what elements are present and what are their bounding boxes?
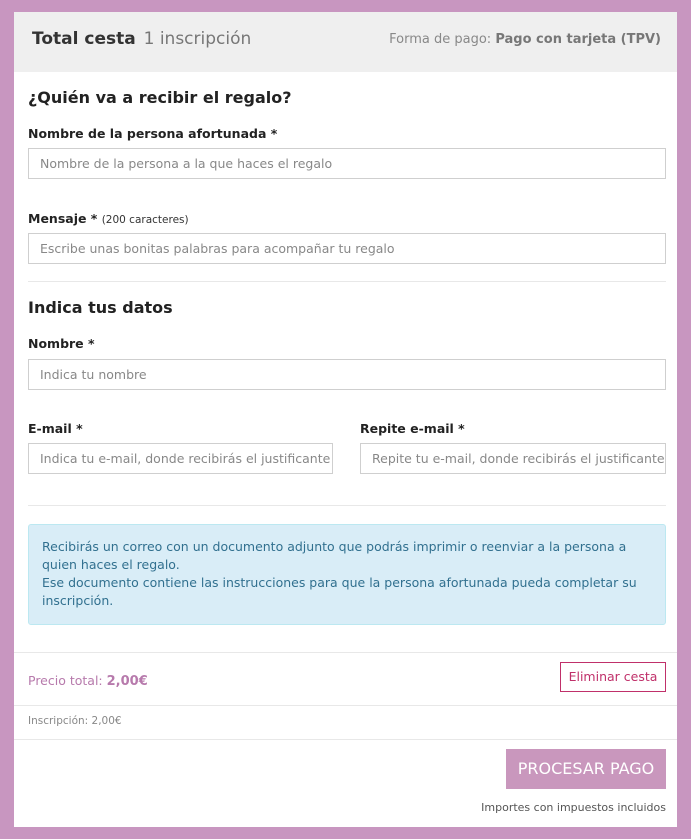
message-label	[28, 211, 189, 226]
total-price-label: Precio total:	[28, 673, 103, 688]
payment-method-label: Forma de pago:	[389, 32, 492, 47]
process-payment-button[interactable]: PROCESAR PAGO	[506, 749, 666, 789]
message-label-text: Mensaje *	[28, 211, 98, 226]
recipient-label: Nombre de la persona afortunada *	[28, 126, 278, 141]
email-input[interactable]: Indica tu e-mail, donde recibirás el justificante	[28, 443, 333, 474]
payment-method-value: Pago con tarjeta (TPV)	[495, 32, 661, 47]
total-price	[28, 673, 148, 689]
gift-info-line: Ese documento contiene las instrucciones para que la persona afortunada pueda completar su inscripción.	[42, 575, 637, 608]
divider	[14, 739, 677, 740]
basket-item-count: 1 inscripción	[143, 29, 252, 49]
basket-title-label: Total cesta	[32, 29, 136, 49]
email-repeat-label: Repite e-mail *	[360, 421, 465, 436]
message-input[interactable]: Escribe unas bonitas palabras para acompañar tu regalo	[28, 233, 666, 264]
name-label: Nombre *	[28, 336, 95, 351]
email-repeat-input[interactable]: Repite tu e-mail, donde recibirás el justificante	[360, 443, 666, 474]
gift-info-line: Recibirás un correo con un documento adjunto que podrás imprimir o reenviar a la persona a quien haces el regalo.	[42, 539, 627, 572]
basket-header	[14, 12, 677, 72]
basket-panel	[14, 12, 677, 827]
taxes-note: Importes con impuestos incluidos	[481, 801, 666, 814]
remove-basket-button[interactable]: Eliminar cesta	[560, 662, 666, 692]
message-hint: (200 caracteres)	[101, 214, 189, 226]
recipient-name-input[interactable]: Nombre de la persona a la que haces el regalo	[28, 148, 666, 179]
email-label: E-mail *	[28, 421, 83, 436]
divider	[14, 652, 677, 653]
basket-title	[32, 29, 251, 49]
buyer-name-input[interactable]: Indica tu nombre	[28, 359, 666, 390]
gift-info-alert	[28, 524, 666, 625]
divider	[14, 705, 677, 706]
gift-section-title: ¿Quién va a recibir el regalo?	[28, 88, 292, 107]
buyer-section-title: Indica tus datos	[28, 298, 173, 317]
total-price-value: 2,00€	[106, 674, 148, 689]
divider	[28, 505, 666, 506]
payment-method	[389, 32, 661, 47]
inscription-detail: Inscripción: 2,00€	[28, 715, 122, 727]
divider	[28, 281, 666, 282]
